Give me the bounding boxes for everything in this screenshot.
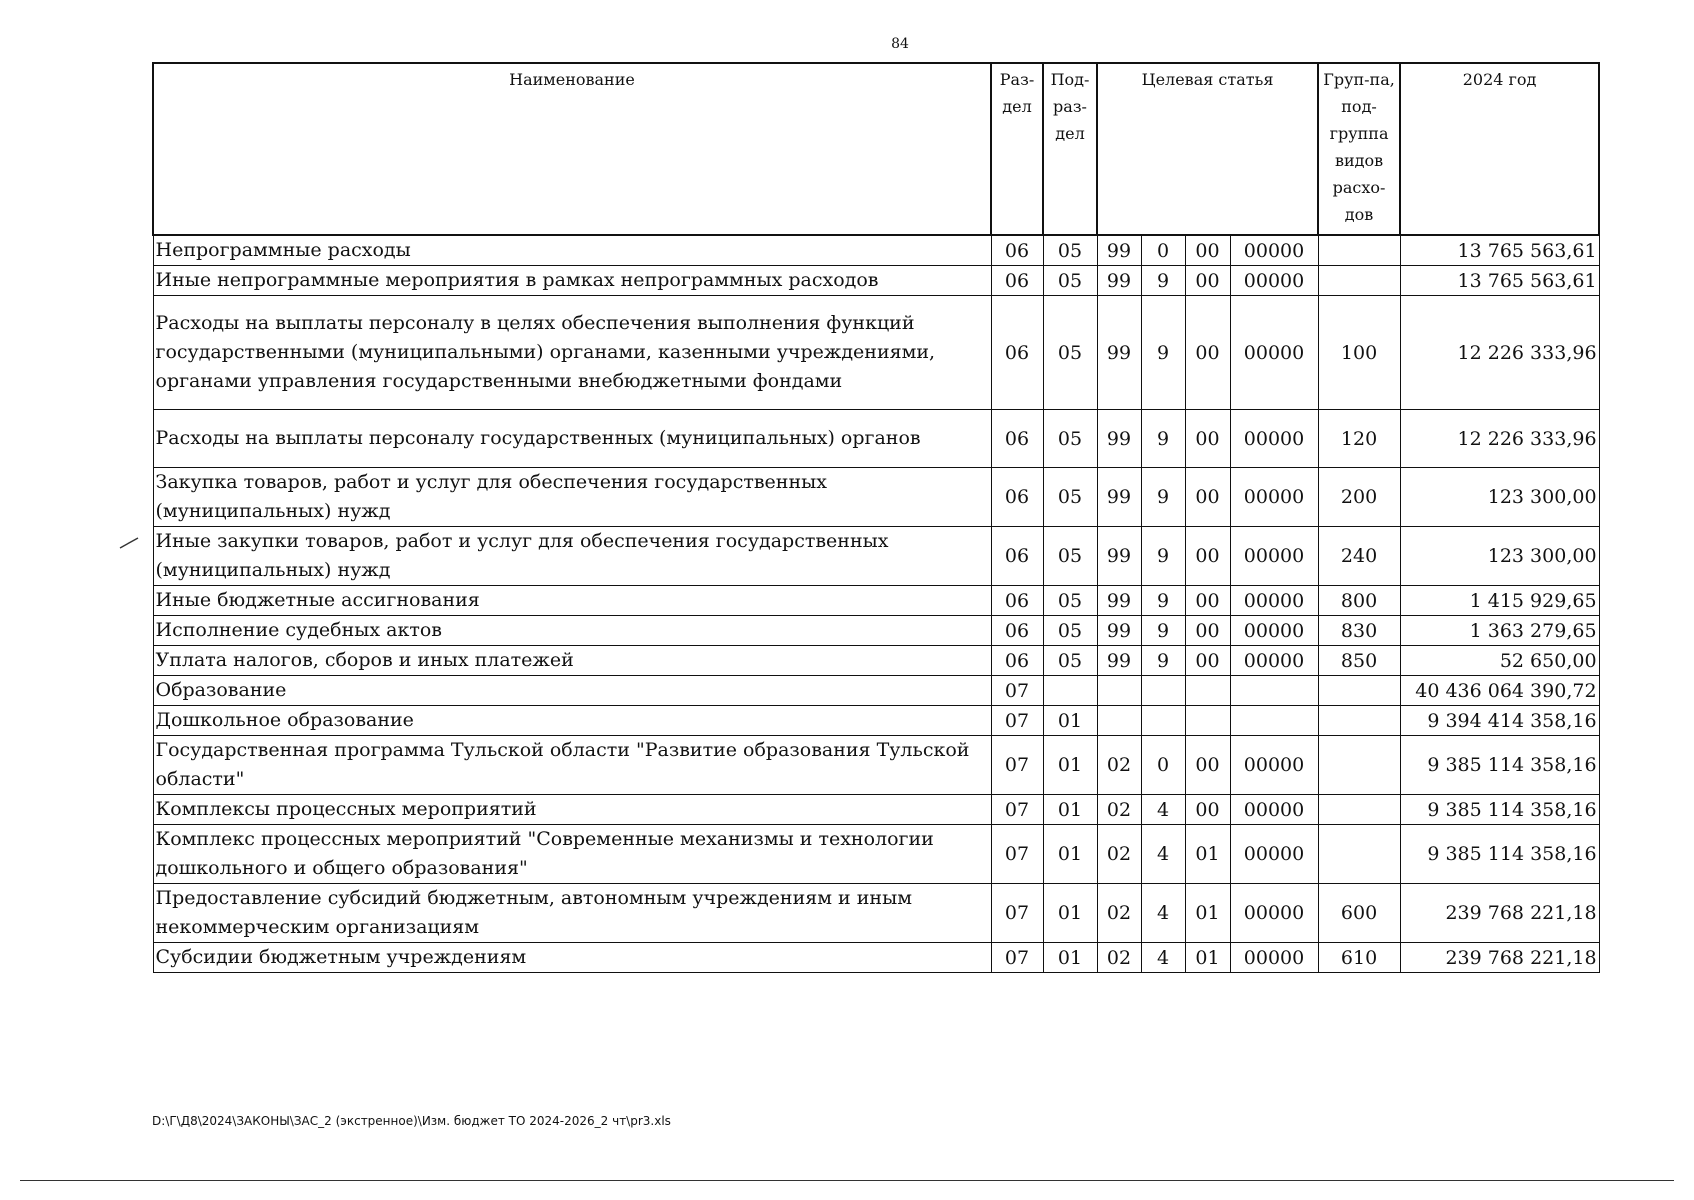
- cell-name: Непрограммные расходы: [153, 235, 991, 266]
- cell-target-direction: 00000: [1230, 527, 1318, 586]
- cell-podrazdel: 01: [1043, 943, 1097, 973]
- cell-target-type: 9: [1141, 646, 1185, 676]
- cell-target-type: [1141, 676, 1185, 706]
- cell-amount-2024: 9 385 114 358,16: [1400, 825, 1599, 884]
- table-header-row: [153, 63, 1599, 235]
- table-row: [153, 795, 1599, 825]
- cell-target-subprogram: 00: [1185, 296, 1230, 410]
- cell-target-subprogram: 00: [1185, 527, 1230, 586]
- cell-target-program: 02: [1097, 795, 1141, 825]
- cell-expense-group: 100: [1318, 296, 1400, 410]
- table-row: [153, 736, 1599, 795]
- cell-target-program: 99: [1097, 616, 1141, 646]
- table-row: [153, 296, 1599, 410]
- cell-target-direction: 00000: [1230, 795, 1318, 825]
- cell-target-direction: 00000: [1230, 616, 1318, 646]
- cell-razdel: 06: [991, 266, 1043, 296]
- cell-expense-group: 830: [1318, 616, 1400, 646]
- cell-amount-2024: 123 300,00: [1400, 527, 1599, 586]
- bottom-rule: [20, 1180, 1674, 1181]
- table-row: [153, 646, 1599, 676]
- cell-target-type: 9: [1141, 616, 1185, 646]
- cell-target-type: 9: [1141, 410, 1185, 468]
- cell-amount-2024: 9 385 114 358,16: [1400, 795, 1599, 825]
- cell-amount-2024: 239 768 221,18: [1400, 943, 1599, 973]
- cell-target-direction: 00000: [1230, 410, 1318, 468]
- cell-podrazdel: 05: [1043, 235, 1097, 266]
- cell-target-subprogram: 01: [1185, 884, 1230, 943]
- cell-name: Образование: [153, 676, 991, 706]
- cell-amount-2024: 239 768 221,18: [1400, 884, 1599, 943]
- cell-razdel: 06: [991, 616, 1043, 646]
- cell-expense-group: [1318, 266, 1400, 296]
- cell-razdel: 07: [991, 943, 1043, 973]
- cell-target-type: 0: [1141, 736, 1185, 795]
- cell-target-program: 99: [1097, 468, 1141, 527]
- cell-expense-group: [1318, 235, 1400, 266]
- cell-target-subprogram: 00: [1185, 468, 1230, 527]
- header-year: 2024 год: [1400, 63, 1599, 235]
- cell-target-program: 99: [1097, 296, 1141, 410]
- cell-target-direction: 00000: [1230, 235, 1318, 266]
- cell-expense-group: 600: [1318, 884, 1400, 943]
- cell-target-direction: 00000: [1230, 468, 1318, 527]
- cell-expense-group: [1318, 676, 1400, 706]
- cell-target-direction: 00000: [1230, 266, 1318, 296]
- cell-podrazdel: 01: [1043, 825, 1097, 884]
- cell-razdel: 07: [991, 676, 1043, 706]
- cell-amount-2024: 1 415 929,65: [1400, 586, 1599, 616]
- cell-target-program: 99: [1097, 646, 1141, 676]
- cell-target-direction: 00000: [1230, 943, 1318, 973]
- cell-name: Иные бюджетные ассигнования: [153, 586, 991, 616]
- header-target: Целевая статья: [1097, 63, 1318, 235]
- cell-target-program: 99: [1097, 235, 1141, 266]
- pencil-tick-mark-icon: [118, 536, 140, 550]
- cell-target-program: 99: [1097, 410, 1141, 468]
- cell-razdel: 06: [991, 527, 1043, 586]
- cell-target-subprogram: [1185, 706, 1230, 736]
- cell-name: Комплексы процессных мероприятий: [153, 795, 991, 825]
- cell-expense-group: 240: [1318, 527, 1400, 586]
- cell-target-subprogram: 00: [1185, 795, 1230, 825]
- cell-target-direction: 00000: [1230, 296, 1318, 410]
- cell-amount-2024: 9 394 414 358,16: [1400, 706, 1599, 736]
- cell-target-type: 9: [1141, 296, 1185, 410]
- table-row: [153, 676, 1599, 706]
- page-number: 84: [891, 36, 909, 52]
- cell-amount-2024: 12 226 333,96: [1400, 296, 1599, 410]
- cell-razdel: 07: [991, 706, 1043, 736]
- cell-razdel: 06: [991, 468, 1043, 527]
- cell-razdel: 06: [991, 646, 1043, 676]
- table-row: [153, 527, 1599, 586]
- cell-podrazdel: 05: [1043, 410, 1097, 468]
- cell-target-subprogram: 00: [1185, 586, 1230, 616]
- cell-target-direction: 00000: [1230, 884, 1318, 943]
- cell-target-program: 02: [1097, 943, 1141, 973]
- cell-expense-group: 800: [1318, 586, 1400, 616]
- cell-target-program: 02: [1097, 736, 1141, 795]
- cell-expense-group: 610: [1318, 943, 1400, 973]
- cell-razdel: 06: [991, 586, 1043, 616]
- file-path-footer: D:\Г\Д8\2024\ЗАКОНЫ\ЗАС_2 (экстренное)\Изм. бюджет ТО 2024-2026_2 чт\pr3.xls: [152, 1114, 671, 1128]
- cell-amount-2024: 1 363 279,65: [1400, 616, 1599, 646]
- table-row: [153, 410, 1599, 468]
- cell-target-subprogram: [1185, 676, 1230, 706]
- cell-name: Уплата налогов, сборов и иных платежей: [153, 646, 991, 676]
- cell-target-type: 4: [1141, 795, 1185, 825]
- cell-target-type: 9: [1141, 527, 1185, 586]
- cell-podrazdel: 05: [1043, 616, 1097, 646]
- cell-target-program: 02: [1097, 825, 1141, 884]
- cell-target-direction: 00000: [1230, 646, 1318, 676]
- cell-name: Государственная программа Тульской области "Развитие образования Тульской области": [153, 736, 991, 795]
- table-row: [153, 468, 1599, 527]
- cell-amount-2024: 123 300,00: [1400, 468, 1599, 527]
- cell-amount-2024: 13 765 563,61: [1400, 235, 1599, 266]
- cell-target-subprogram: 01: [1185, 825, 1230, 884]
- cell-target-direction: [1230, 706, 1318, 736]
- cell-target-subprogram: 00: [1185, 616, 1230, 646]
- cell-expense-group: 120: [1318, 410, 1400, 468]
- cell-name: Расходы на выплаты персоналу в целях обеспечения выполнения функций государственными (муниципальными) органами, казенными учреждениями, органами управления государственными внебюджетными фондами: [153, 296, 991, 410]
- table-row: [153, 884, 1599, 943]
- header-name: Наименование: [153, 63, 991, 235]
- table-row: [153, 586, 1599, 616]
- table-row: [153, 235, 1599, 266]
- cell-podrazdel: 05: [1043, 527, 1097, 586]
- cell-target-program: 99: [1097, 586, 1141, 616]
- cell-expense-group: [1318, 825, 1400, 884]
- cell-name: Закупка товаров, работ и услуг для обеспечения государственных (муниципальных) нужд: [153, 468, 991, 527]
- cell-podrazdel: 05: [1043, 586, 1097, 616]
- cell-target-type: 4: [1141, 884, 1185, 943]
- cell-name: Исполнение судебных актов: [153, 616, 991, 646]
- cell-name: Предоставление субсидий бюджетным, автономным учреждениям и иным некоммерческим организациям: [153, 884, 991, 943]
- cell-podrazdel: 05: [1043, 646, 1097, 676]
- cell-target-type: 4: [1141, 825, 1185, 884]
- cell-target-subprogram: 00: [1185, 235, 1230, 266]
- cell-target-type: 9: [1141, 586, 1185, 616]
- cell-razdel: 06: [991, 235, 1043, 266]
- budget-table: [152, 62, 1600, 973]
- cell-razdel: 07: [991, 736, 1043, 795]
- cell-target-type: [1141, 706, 1185, 736]
- header-podrazdel: Под-раз-дел: [1043, 63, 1097, 235]
- cell-name: Субсидии бюджетным учреждениям: [153, 943, 991, 973]
- cell-name: Иные непрограммные мероприятия в рамках непрограммных расходов: [153, 266, 991, 296]
- cell-amount-2024: 40 436 064 390,72: [1400, 676, 1599, 706]
- cell-expense-group: 850: [1318, 646, 1400, 676]
- table-row: [153, 266, 1599, 296]
- cell-podrazdel: 01: [1043, 736, 1097, 795]
- cell-target-subprogram: 01: [1185, 943, 1230, 973]
- cell-razdel: 07: [991, 825, 1043, 884]
- cell-razdel: 07: [991, 795, 1043, 825]
- cell-target-direction: 00000: [1230, 736, 1318, 795]
- cell-name: Иные закупки товаров, работ и услуг для обеспечения государственных (муниципальных) нужд: [153, 527, 991, 586]
- cell-expense-group: [1318, 736, 1400, 795]
- cell-target-type: 9: [1141, 468, 1185, 527]
- cell-target-program: [1097, 676, 1141, 706]
- cell-target-program: [1097, 706, 1141, 736]
- cell-razdel: 07: [991, 884, 1043, 943]
- cell-target-subprogram: 00: [1185, 736, 1230, 795]
- cell-amount-2024: 52 650,00: [1400, 646, 1599, 676]
- cell-target-type: 9: [1141, 266, 1185, 296]
- cell-podrazdel: 05: [1043, 468, 1097, 527]
- cell-target-type: 4: [1141, 943, 1185, 973]
- cell-podrazdel: 01: [1043, 884, 1097, 943]
- cell-target-direction: 00000: [1230, 825, 1318, 884]
- cell-amount-2024: 13 765 563,61: [1400, 266, 1599, 296]
- cell-podrazdel: 05: [1043, 296, 1097, 410]
- header-group: Груп-па, под-группа видов расхо-дов: [1318, 63, 1400, 235]
- cell-podrazdel: 01: [1043, 795, 1097, 825]
- header-razdel: Раз-дел: [991, 63, 1043, 235]
- cell-target-subprogram: 00: [1185, 646, 1230, 676]
- cell-podrazdel: 01: [1043, 706, 1097, 736]
- cell-amount-2024: 12 226 333,96: [1400, 410, 1599, 468]
- cell-expense-group: [1318, 795, 1400, 825]
- cell-amount-2024: 9 385 114 358,16: [1400, 736, 1599, 795]
- cell-target-program: 99: [1097, 266, 1141, 296]
- table-row: [153, 706, 1599, 736]
- table-row: [153, 825, 1599, 884]
- cell-podrazdel: 05: [1043, 266, 1097, 296]
- table-body: [153, 235, 1599, 973]
- cell-target-type: 0: [1141, 235, 1185, 266]
- cell-name: Дошкольное образование: [153, 706, 991, 736]
- cell-name: Расходы на выплаты персоналу государственных (муниципальных) органов: [153, 410, 991, 468]
- table-row: [153, 943, 1599, 973]
- cell-target-subprogram: 00: [1185, 410, 1230, 468]
- table-row: [153, 616, 1599, 646]
- cell-target-direction: [1230, 676, 1318, 706]
- cell-target-program: 99: [1097, 527, 1141, 586]
- cell-target-direction: 00000: [1230, 586, 1318, 616]
- cell-expense-group: 200: [1318, 468, 1400, 527]
- cell-razdel: 06: [991, 296, 1043, 410]
- cell-name: Комплекс процессных мероприятий "Современные механизмы и технологии дошкольного и общего образования": [153, 825, 991, 884]
- cell-podrazdel: [1043, 676, 1097, 706]
- cell-target-program: 02: [1097, 884, 1141, 943]
- cell-expense-group: [1318, 706, 1400, 736]
- cell-target-subprogram: 00: [1185, 266, 1230, 296]
- cell-razdel: 06: [991, 410, 1043, 468]
